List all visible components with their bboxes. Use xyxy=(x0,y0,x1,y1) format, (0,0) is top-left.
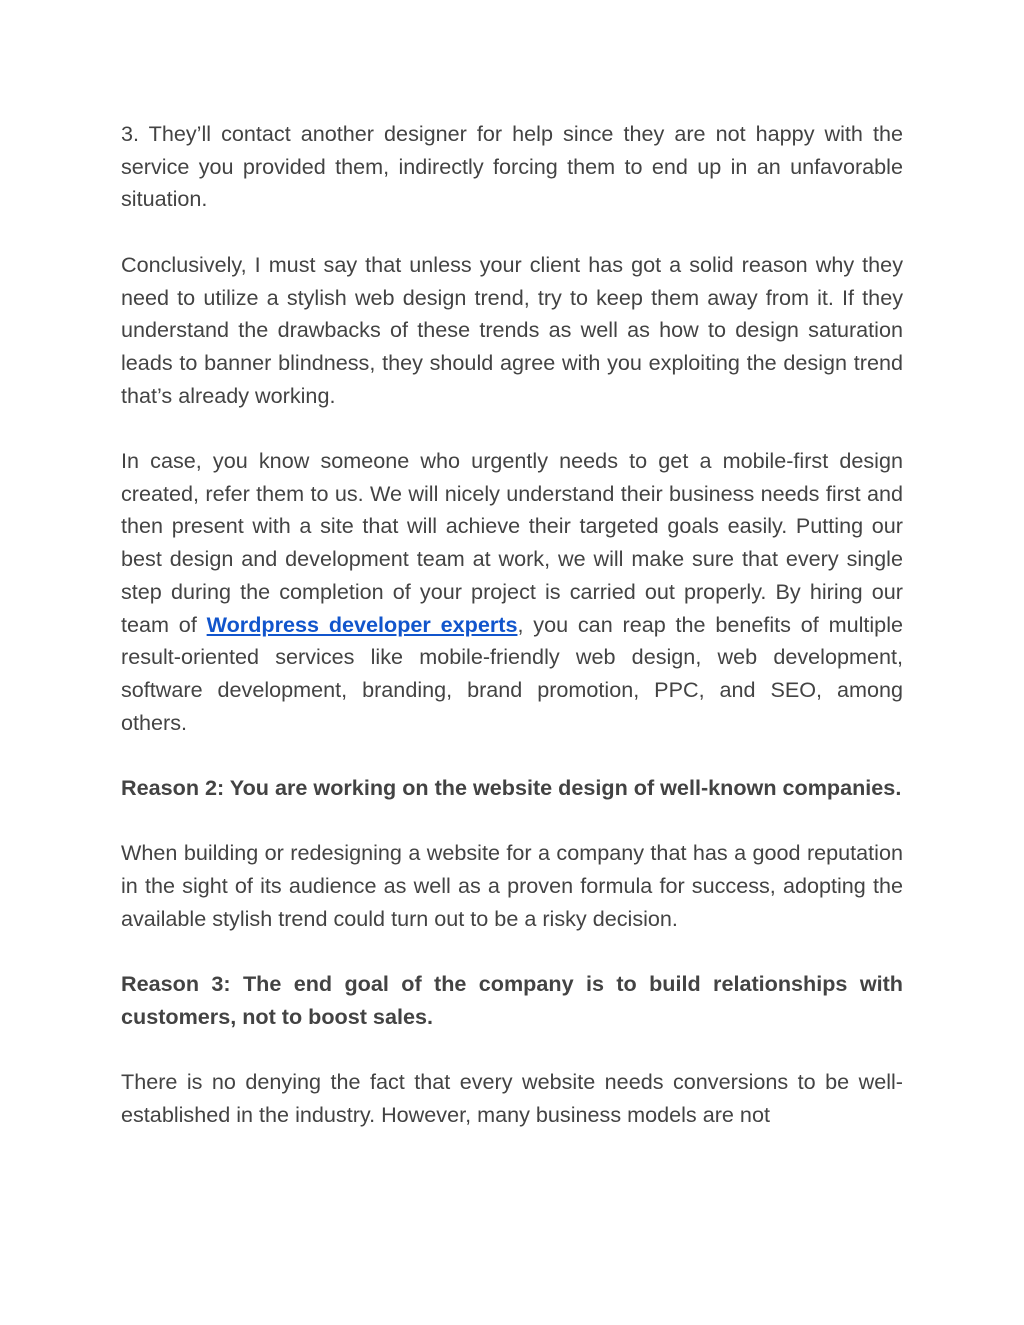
paragraph-reason-2: When building or redesigning a website for a company that has a good reputation in the sight of its audience as well as a proven formula for success, adopting the available stylish trend could turn out to be a risky decision. xyxy=(121,840,903,931)
wordpress-developer-experts-link[interactable]: Wordpress developer experts xyxy=(206,611,518,637)
paragraph-referral-text-start: In case, you know someone who urgently needs to get a mobile-first design created, refer them to us. We will nicely understand their business needs first and then present with a site that will achieve their targeted goals easily. Putting our best design and development team at work, we will make sure that every single step during the completion of your project is carried out properly. By hiring our team of xyxy=(121,448,903,637)
paragraph-reason-3: There is no denying the fact that every website needs conversions to be well-established in the industry. However, many business models are not xyxy=(121,1069,903,1127)
paragraph-conclusion: Conclusively, I must say that unless your client has got a solid reason why they need to utilize a stylish web design trend, try to keep them away from it. If they understand the drawbacks of these trends as well as how to design saturation leads to banner blindness, they should agree with you exploiting the design trend that’s already working. xyxy=(121,251,903,408)
paragraph-point-3: 3. They’ll contact another designer for help since they are not happy with the service you provided them, indirectly forcing them to end up in an unfavorable situation. xyxy=(121,121,903,212)
paragraph-referral-text-end: , you can reap the benefits of multiple result-oriented services like mobile-friendly web design, web development, software development, branding, brand promotion, PPC, and SEO, among others. xyxy=(121,611,903,735)
heading-reason-3: Reason 3: The end goal of the company is to build relationships with customers, not to boost sales. xyxy=(121,971,903,1029)
paragraph-referral xyxy=(121,445,903,739)
document-body xyxy=(121,118,903,1164)
heading-reason-2: Reason 2: You are working on the website design of well-known companies. xyxy=(121,775,902,801)
